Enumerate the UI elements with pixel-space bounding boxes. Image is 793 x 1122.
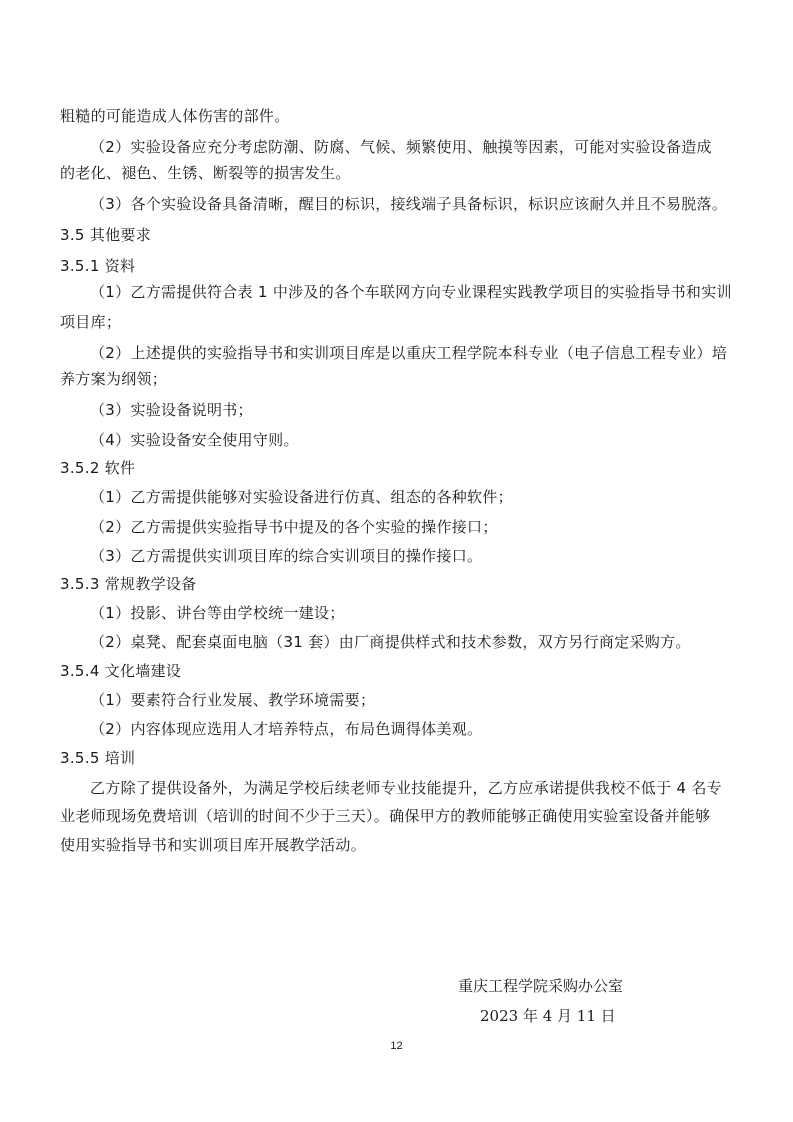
body-line: 业老师现场免费培训（培训的时间不少于三天）。确保甲方的教师能够正确使用实验室设备并能够	[60, 807, 711, 825]
body-line: 项目库；	[60, 313, 122, 331]
section-heading: 3.5 其他要求	[60, 226, 152, 244]
body-line: （2）内容体现应选用人才培养特点，布局色调得体美观。	[90, 720, 483, 738]
body-line: （2）桌凳、配套桌面电脑（31 套）由厂商提供样式和技术参数，双方另行商定采购方。	[90, 633, 691, 651]
subsection-heading: 3.5.3 常规教学设备	[60, 575, 197, 593]
body-line: 的老化、褪色、生锈、断裂等的损害发生。	[60, 164, 351, 182]
body-line: 乙方除了提供设备外，为满足学校后续老师专业技能提升，乙方应承诺提供我校不低于 4 名专	[90, 779, 722, 797]
body-line: （1）乙方需提供符合表 1 中涉及的各个车联网方向专业课程实践教学项目的实验指导书和实训	[90, 283, 732, 301]
body-line: （2）上述提供的实验指导书和实训项目库是以重庆工程学院本科专业（电子信息工程专业）培	[90, 344, 728, 362]
body-line: （2）乙方需提供实验指导书中提及的各个实验的操作接口；	[90, 518, 498, 536]
body-line: （3）乙方需提供实训项目库的综合实训项目的操作接口。	[90, 547, 483, 565]
subsection-heading: 3.5.1 资料	[60, 257, 136, 275]
body-line: （1）要素符合行业发展、教学环境需要；	[90, 691, 376, 709]
body-line: （1）乙方需提供能够对实验设备进行仿真、组态的各种软件；	[90, 488, 513, 506]
subsection-heading: 3.5.2 软件	[60, 459, 136, 477]
subsection-heading: 3.5.5 培训	[60, 749, 136, 767]
body-line: （2）实验设备应充分考虑防潮、防腐、气候、频繁使用、触摸等因素，可能对实验设备造成	[90, 138, 712, 156]
subsection-heading: 3.5.4 文化墙建设	[60, 662, 182, 680]
body-line: （4）实验设备安全使用守则。	[90, 431, 299, 449]
body-line: 养方案为纲领；	[60, 370, 168, 388]
page-number: 12	[390, 1040, 403, 1052]
body-line: 粗糙的可能造成人体伤害的部件。	[60, 107, 290, 125]
body-line: （3）各个实验设备具备清晰，醒目的标识，接线端子具备标识，标识应该耐久并且不易脱落。	[90, 195, 728, 213]
signature-date: 2023 年 4 月 11 日	[480, 1007, 616, 1025]
body-line: 使用实验指导书和实训项目库开展教学活动。	[60, 836, 367, 854]
signature-office: 重庆工程学院采购办公室	[458, 977, 624, 995]
body-line: （1）投影、讲台等由学校统一建设；	[90, 604, 345, 622]
body-line: （3）实验设备说明书；	[90, 401, 253, 419]
